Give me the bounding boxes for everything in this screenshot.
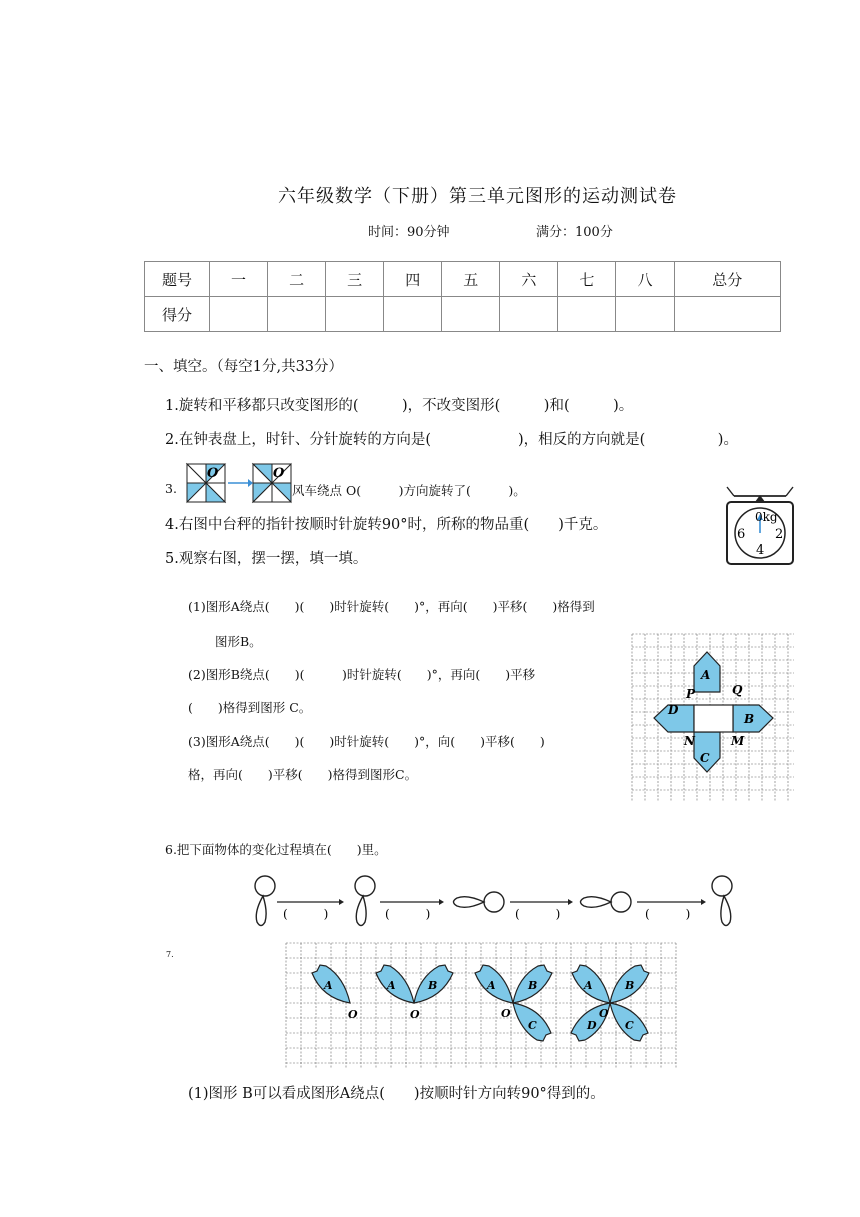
grid-label-d: D <box>668 703 679 717</box>
flower-label-d: D <box>587 1019 597 1032</box>
question-5-1-line1: (1)图形A绕点( )( )时针旋转( )°，再向( )平移( )格得到 <box>188 599 595 614</box>
question-5-2-line1: (2)图形B绕点( )( )时针旋转( )°，再向( )平移 <box>188 667 536 682</box>
score-header-cell: 三 <box>326 262 384 297</box>
score-header-cell: 五 <box>442 262 500 297</box>
score-header-cell: 二 <box>268 262 326 297</box>
scale-left-label: 6 <box>737 527 746 542</box>
object-transform-figure <box>245 872 740 932</box>
score-header-cell: 总分 <box>674 262 781 297</box>
score-table-header-row <box>145 262 781 297</box>
flower-grid-figure <box>286 943 678 1070</box>
score-input-cell[interactable] <box>500 297 558 332</box>
score-input-cell[interactable] <box>326 297 384 332</box>
flower-label-b: B <box>528 979 538 992</box>
pinwheel-center-label: O <box>273 466 285 481</box>
grid-label-a: A <box>701 668 711 682</box>
flower-label-o: O <box>599 1007 609 1020</box>
flower-label-c: C <box>528 1019 537 1032</box>
question-5-3-line1: (3)图形A绕点( )( )时针旋转( )°，向( )平移( ) <box>188 734 545 749</box>
scale-bottom-label: 4 <box>756 543 765 558</box>
grid-label-m: M <box>731 734 745 748</box>
score-input-cell[interactable] <box>210 297 268 332</box>
question-7-number: 7. <box>166 950 174 959</box>
grid-label-p: P <box>686 687 696 701</box>
question-3: 风车绕点 O( )方向旋转了( )。 <box>292 483 526 498</box>
full-score: 满分：100分 <box>536 225 613 240</box>
q6-blank-3[interactable]: ( ) <box>515 907 561 921</box>
score-header-cell: 六 <box>500 262 558 297</box>
flower-label-o: O <box>501 1007 511 1020</box>
flower-label-b: B <box>625 979 635 992</box>
exam-time: 时间：90分钟 <box>368 225 450 240</box>
question-2: 2.在钟表盘上，时针、分针旋转的方向是( )，相反的方向就是( )。 <box>165 432 738 448</box>
q6-blank-4[interactable]: ( ) <box>645 907 691 921</box>
score-header-cell: 四 <box>384 262 442 297</box>
question-5-1-line2: 图形B。 <box>215 634 262 649</box>
flower-label-a: A <box>487 979 496 992</box>
pinwheel-figure <box>185 462 295 504</box>
score-input-cell[interactable] <box>442 297 500 332</box>
flower-label-a: A <box>584 979 593 992</box>
flower-label-a: A <box>324 979 333 992</box>
score-header-cell: 题号 <box>145 262 210 297</box>
question-3-number: 3. <box>165 481 177 496</box>
score-header-cell: 一 <box>210 262 268 297</box>
section-heading: 一、填空。（每空1分,共33分） <box>144 359 344 375</box>
score-input-cell[interactable] <box>616 297 674 332</box>
flower-label-o: O <box>410 1008 420 1021</box>
question-7-1: (1)图形 B可以看成图形A绕点( )按顺时针方向转90°得到的。 <box>188 1086 605 1102</box>
question-4: 4.右图中台秤的指针按顺时针旋转90°时，所称的物品重( )千克。 <box>165 517 608 533</box>
question-5-3-line2: 格，再向( )平移( )格得到图形C。 <box>188 767 418 782</box>
pinwheel-center-label: O <box>207 466 219 481</box>
grid-label-b: B <box>744 712 755 726</box>
question-6: 6.把下面物体的变化过程填在( )里。 <box>165 842 387 857</box>
score-table <box>144 261 781 332</box>
question-5: 5.观察右图，摆一摆，填一填。 <box>165 551 368 567</box>
score-input-cell[interactable] <box>674 297 781 332</box>
flower-label-c: C <box>625 1019 634 1032</box>
grid-label-c: C <box>700 751 710 765</box>
question-1: 1.旋转和平移都只改变图形的( )，不改变图形( )和( )。 <box>165 398 634 414</box>
score-row-label: 得分 <box>145 297 210 332</box>
q6-blank-2[interactable]: ( ) <box>385 907 431 921</box>
score-input-cell[interactable] <box>558 297 616 332</box>
score-input-cell[interactable] <box>268 297 326 332</box>
score-header-cell: 七 <box>558 262 616 297</box>
question-5-2-line2: ( )格得到图形 C。 <box>188 700 312 715</box>
scale-right-label: 2 <box>775 527 784 542</box>
scale-zero-label: 0kg <box>755 510 778 524</box>
page-title: 六年级数学（下册）第三单元图形的运动测试卷 <box>278 186 677 207</box>
grid-figure-q5 <box>632 634 795 803</box>
flower-label-b: B <box>428 979 438 992</box>
q6-blank-1[interactable]: ( ) <box>283 907 329 921</box>
flower-label-a: A <box>387 979 396 992</box>
score-input-cell[interactable] <box>384 297 442 332</box>
grid-label-n: N <box>684 734 695 748</box>
scale-figure <box>724 484 796 568</box>
score-table-score-row <box>145 297 781 332</box>
grid-label-q: Q <box>732 683 743 697</box>
score-header-cell: 八 <box>616 262 674 297</box>
flower-label-o: O <box>348 1008 358 1021</box>
